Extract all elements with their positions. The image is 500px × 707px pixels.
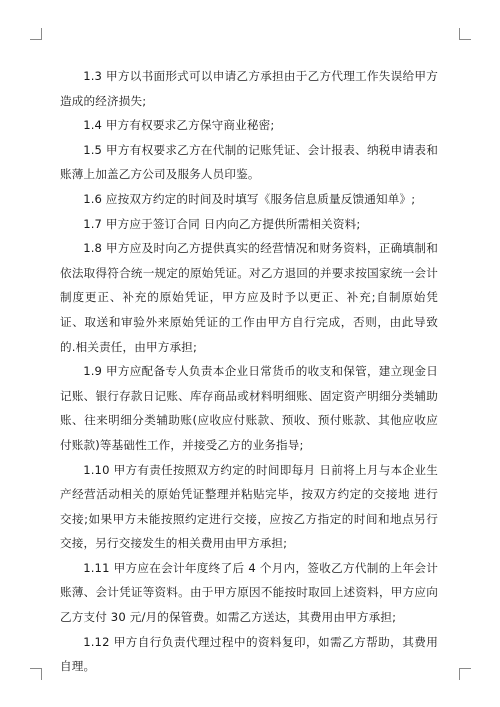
clause-1-8: 1.8 甲方应及时向乙方提供真实的经营情况和财务资料，正确填制和依法取得符合统一规定的原始凭证。对乙方退回的并要求按国家统一会计制度更正、补充的原始凭证，甲方应及时予以更正、补充;自制原始凭证、取送和审验外来原始凭证的工作由甲方自行完成，否则，由此导致的.相关责任，由甲方承担; (60, 241, 438, 354)
crop-mark-top-left (30, 28, 42, 40)
crop-mark-bottom-left (30, 668, 42, 680)
document-body (60, 64, 438, 679)
clause-1-4: 1.4 甲方有权要求乙方保守商业秘密; (83, 118, 275, 133)
crop-mark-top-right (459, 28, 471, 40)
clause-1-3: 1.3 甲方以书面形式可以申请乙方承担由于乙方代理工作失误给甲方造成的经济损失; (60, 69, 438, 108)
clause-1-7: 1.7 甲方应于签订合同 日内向乙方提供所需相关资料; (83, 216, 361, 231)
crop-mark-bottom-right (459, 668, 471, 680)
clause-1-12: 1.12 甲方自行负责代理过程中的资料复印，如需乙方帮助，其费用自理。 (60, 634, 438, 674)
clause-1-9: 1.9 甲方应配备专人负责本企业日常货币的收支和保管，建立现金日记账、银行存款日记账、库存商品或材料明细账、固定资产明细分类辅助账、往来明细分类辅助账(应收应付账款、预收、预付账款、其他应收应付账款)等基础性工作，并接受乙方的业务指导; (60, 364, 438, 452)
clause-1-6: 1.6 应按双方约定的时间及时填写《服务信息质量反馈通知单》; (83, 191, 416, 206)
clause-1-5: 1.5 甲方有权要求乙方在代制的记账凭证、会计报表、纳税申请表和账薄上加盖乙方公司及服务人员印鉴。 (60, 142, 438, 182)
clause-1-10: 1.10 甲方有责任按照双方约定的时间即每月 日前将上月与本企业生产经营活动相关的原始凭证整理并粘贴完毕，按双方约定的交接地 进行交接;如果甲方未能按照约定进行交接，应按乙方指定的时间和地点另行交接，另行交接发生的相关费用由甲方承担; (60, 462, 438, 551)
clause-1-11: 1.11 甲方应在会计年度终了后 4 个月内，签收乙方代制的上年会计账薄、会计凭证等资料。由于甲方原因不能按时取回上述资料，甲方应向乙方支付 30 元/月的保管费。如需乙方送达，其费用由甲方承担; (60, 560, 438, 625)
